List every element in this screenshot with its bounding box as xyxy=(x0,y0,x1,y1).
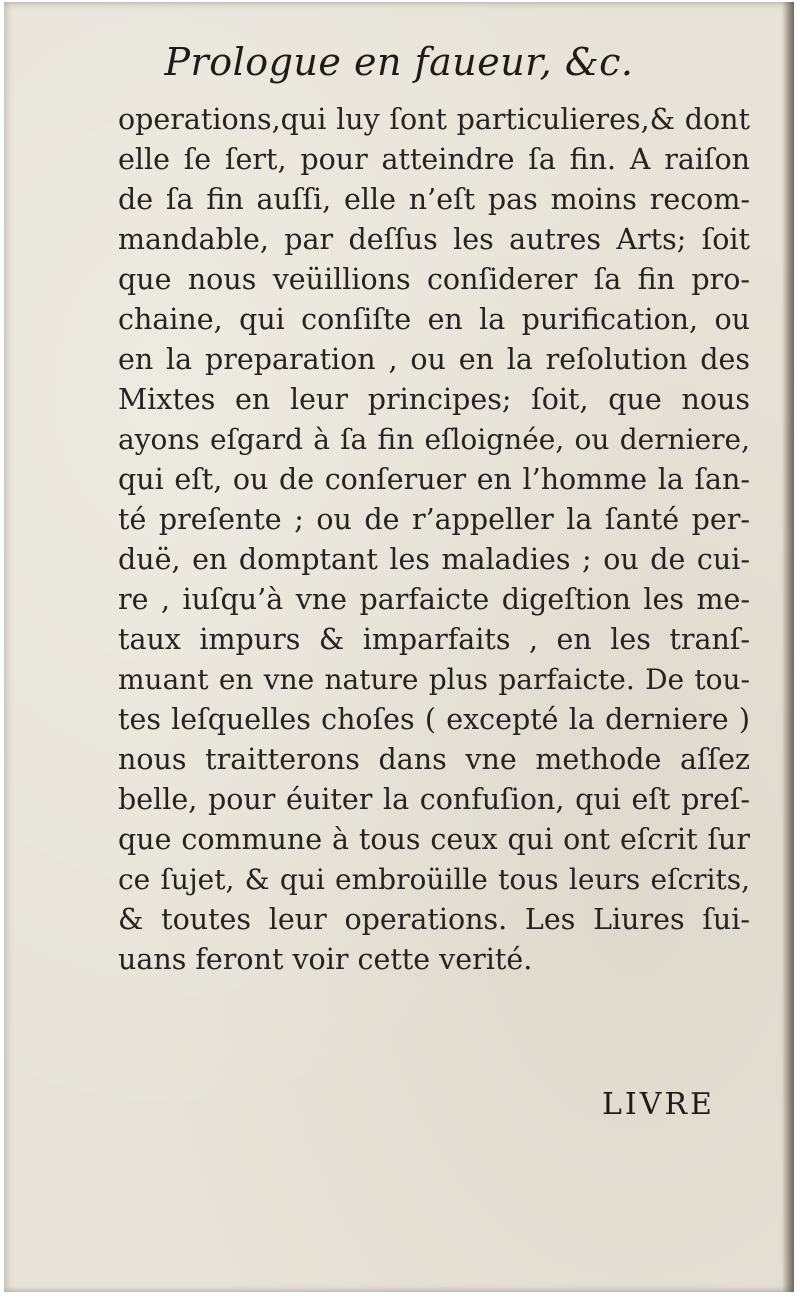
text-line: en la preparation , ou en la reſolution des xyxy=(118,343,750,376)
text-line: nous traitterons dans vne methode aſſez xyxy=(118,743,750,776)
body-text xyxy=(118,100,750,980)
text-line: chaine, qui conſiſte en la purification, ou xyxy=(118,303,750,336)
catchword: LIVRE xyxy=(602,1087,715,1122)
text-line: duë, en domptant les maladies ; ou de cui- xyxy=(118,543,750,576)
text-line: Mixtes en leur principes; ſoit, que nous xyxy=(118,383,750,416)
text-line: que commune à tous ceux qui ont eſcrit ſur xyxy=(118,823,750,856)
text-line: operations,qui luy ſont particulieres,& dont xyxy=(118,103,750,136)
text-line: qui eſt, ou de conſeruer en l’homme la ſan- xyxy=(118,463,750,496)
page-edge-shadow xyxy=(782,2,794,1292)
text-line: tes leſquelles choſes ( excepté la derniere ) xyxy=(118,703,750,736)
text-line: uans feront voir cette verité. xyxy=(118,943,533,976)
text-line: elle ſe ſert, pour atteindre ſa fin. A raiſon xyxy=(118,143,750,176)
text-line: de ſa fin auſſi, elle n’eſt pas moins recom- xyxy=(118,183,750,216)
book-page xyxy=(4,2,794,1292)
text-line: té preſente ; ou de r’appeller la ſanté per- xyxy=(118,503,750,536)
text-line: ayons eſgard à ſa fin eſloignée, ou derniere, xyxy=(118,423,750,456)
text-line: belle, pour éuiter la confuſion, qui eſt preſ- xyxy=(118,783,750,816)
text-line: taux impurs & imparfaits , en les tranſ- xyxy=(118,623,750,656)
running-head: Prologue en faueur, &c. xyxy=(164,40,634,84)
text-line: que nous veüillions conſiderer ſa fin pro- xyxy=(118,263,750,296)
text-line: & toutes leur operations. Les Liures ſui- xyxy=(118,903,750,936)
text-line: mandable, par deſſus les autres Arts; ſoit xyxy=(118,223,750,256)
text-line: re , iuſqu’à vne parfaicte digeſtion les me- xyxy=(118,583,750,616)
text-line: ce ſujet, & qui embroüille tous leurs eſcrits, xyxy=(118,863,750,896)
text-line: muant en vne nature plus parfaicte. De tou- xyxy=(118,663,750,696)
